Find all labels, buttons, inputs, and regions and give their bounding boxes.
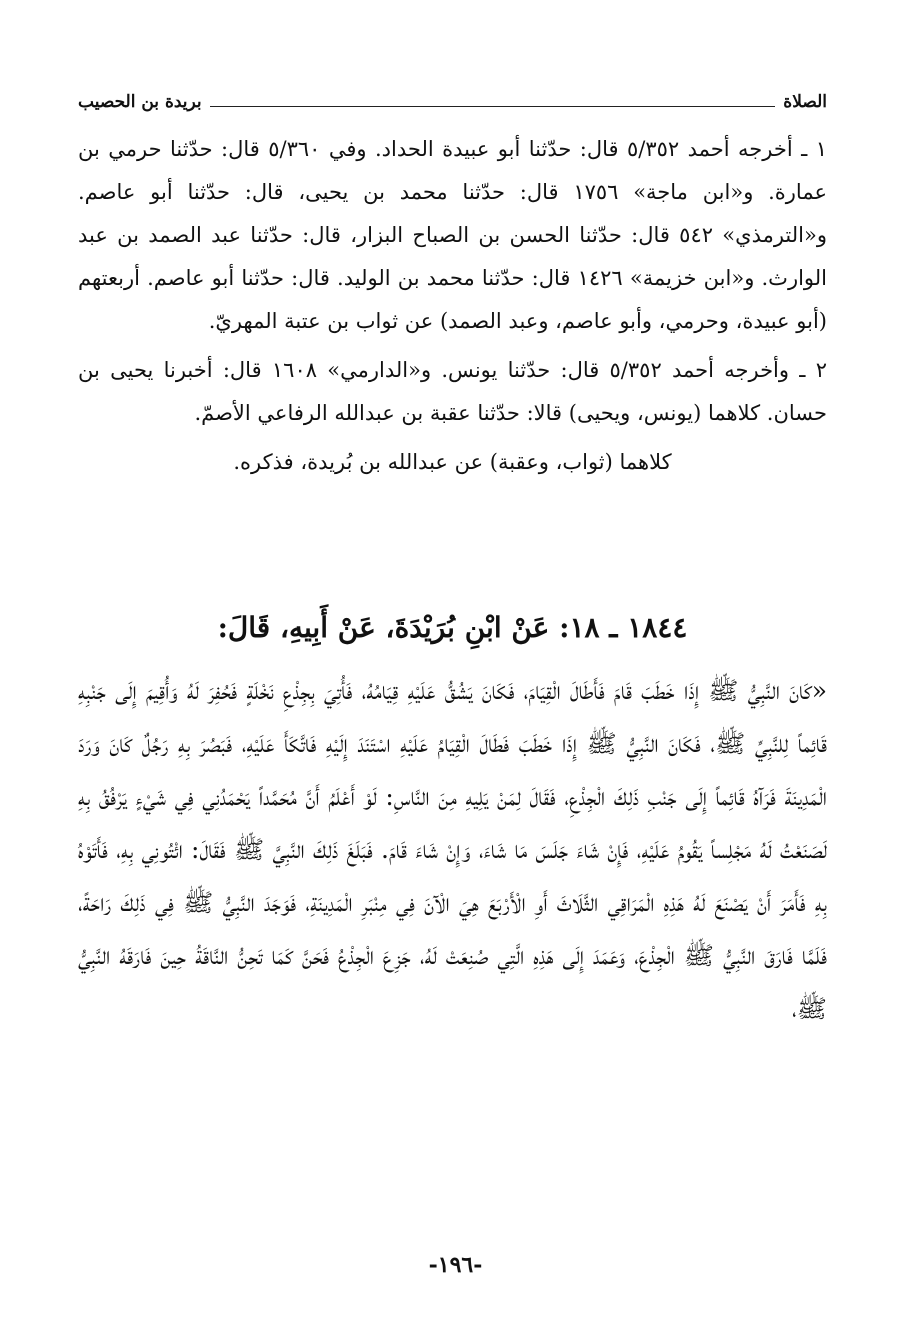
reference-paragraph-1: ١ ـ أخرجه أحمد ٥/٣٥٢ قال: حدّثنا أبو عبيدة الحداد. وفي ٥/٣٦٠ قال: حدّثنا حرمي بن عمارة. و«ابن ماجة» ١٧٥٦ قال: حدّثنا محمد بن يحيى، قال: حدّثنا أبو عاصم. و«الترمذي» ٥٤٢ قال: حدّثنا الحسن بن الصباح البزار، قال: حدّثنا عبد الصمد بن عبد الوارث. و«ابن خزيمة» ١٤٢٦ قال: حدّثنا محمد بن الوليد. قال: حدّثنا أبو عاصم. أربعتهم (أبو عبيدة، وحرمي، وأبو عاصم، وعبد الصمد) عن ثواب بن عتبة المهريّ. <box>78 137 827 333</box>
takhrij-references <box>78 128 827 490</box>
header-rule <box>210 106 776 107</box>
hadith-paragraph: «كَانَ النَّبِيُّ ﷺ إِذَا خَطَبَ قَامَ فَأَطَالَ الْقِيَامَ، فَكَانَ يَشُقُّ عَلَيْهِ قِيَامُهُ، فَأُتِيَ بِجِذْعِ نَخْلَةٍ فَحُفِرَ لَهُ وَأُقِيمَ إِلَى جَنْبِهِ قَائِماً لِلنَّبِيِّ ﷺ، فَكَانَ النَّبِيُّ ﷺ إِذَا خَطَبَ فَطَالَ الْقِيَامُ عَلَيْهِ اسْتَنَدَ إِلَيْهِ فَاتَّكَأَ عَلَيْهِ، فَبَصُرَ بِهِ رَجُلٌ كَانَ وَرَدَ الْمَدِينَةَ فَرَآهُ قَائِماً إِلَى جَنْبِ ذَلِكَ الْجِذْعِ، فَقَالَ لِمَنْ يَلِيهِ مِنَ النَّاسِ: لَوْ أَعْلَمُ أَنَّ مُحَمَّداً يَحْمَدُنِي فِي شَيْءٍ يَرْفُقُ بِهِ لَصَنَعْتُ لَهُ مَجْلِساً يَقُومُ عَلَيْهِ، فَإِنْ شَاءَ جَلَسَ مَا شَاءَ، وَإِنْ شَاءَ قَامَ. فَبَلَغَ ذَلِكَ النَّبِيَّ ﷺ فَقَالَ: ائْتُونِي بِهِ، فَأَتَوْهُ بِهِ فَأَمَرَ أَنْ يَصْنَعَ لَهُ هَذِهِ الْمَرَاقِي الثَّلَاثَ أَوِ الْأَرْبَعَ هِيَ الْآنَ فِي مِنْبَرِ الْمَدِينَةِ، فَوَجَدَ النَّبِيُّ ﷺ فِي ذَلِكَ رَاحَةً، فَلَمَّا فَارَقَ النَّبِيُّ ﷺ الْجِذْعَ، وَعَمَدَ إِلَى هَذِهِ الَّتِي صُنِعَتْ لَهُ، جَزِعَ الْجِذْعُ فَحَنَّ كَمَا تَحِنُّ النَّاقَةُ حِينَ فَارَقَهُ النَّبِيُّ ﷺ، <box>78 676 827 1023</box>
reference-paragraph-2: ٢ ـ وأخرجه أحمد ٥/٣٥٢ قال: حدّثنا يونس. و«الدارمي» ١٦٠٨ قال: أخبرنا يحيى بن حسان. كلاهما (يونس، ويحيى) قالا: حدّثنا عقبة بن عبدالله الرفاعي الأصمّ. <box>78 358 827 425</box>
header-narrator-name: بريدة بن الحصيب <box>78 92 202 112</box>
running-header <box>78 92 827 112</box>
reference-summary: كلاهما (ثواب، وعقبة) عن عبدالله بن بُريدة، فذكره. <box>233 450 672 474</box>
hadith-text <box>78 664 827 1035</box>
header-section-title: الصلاة <box>783 92 827 112</box>
hadith-heading: ١٨٤٤ ـ ١٨: عَنْ ابْنِ بُرَيْدَةَ، عَنْ أَبِيهِ، قَالَ: <box>217 611 688 644</box>
page-number: -١٩٦- <box>428 1252 483 1278</box>
